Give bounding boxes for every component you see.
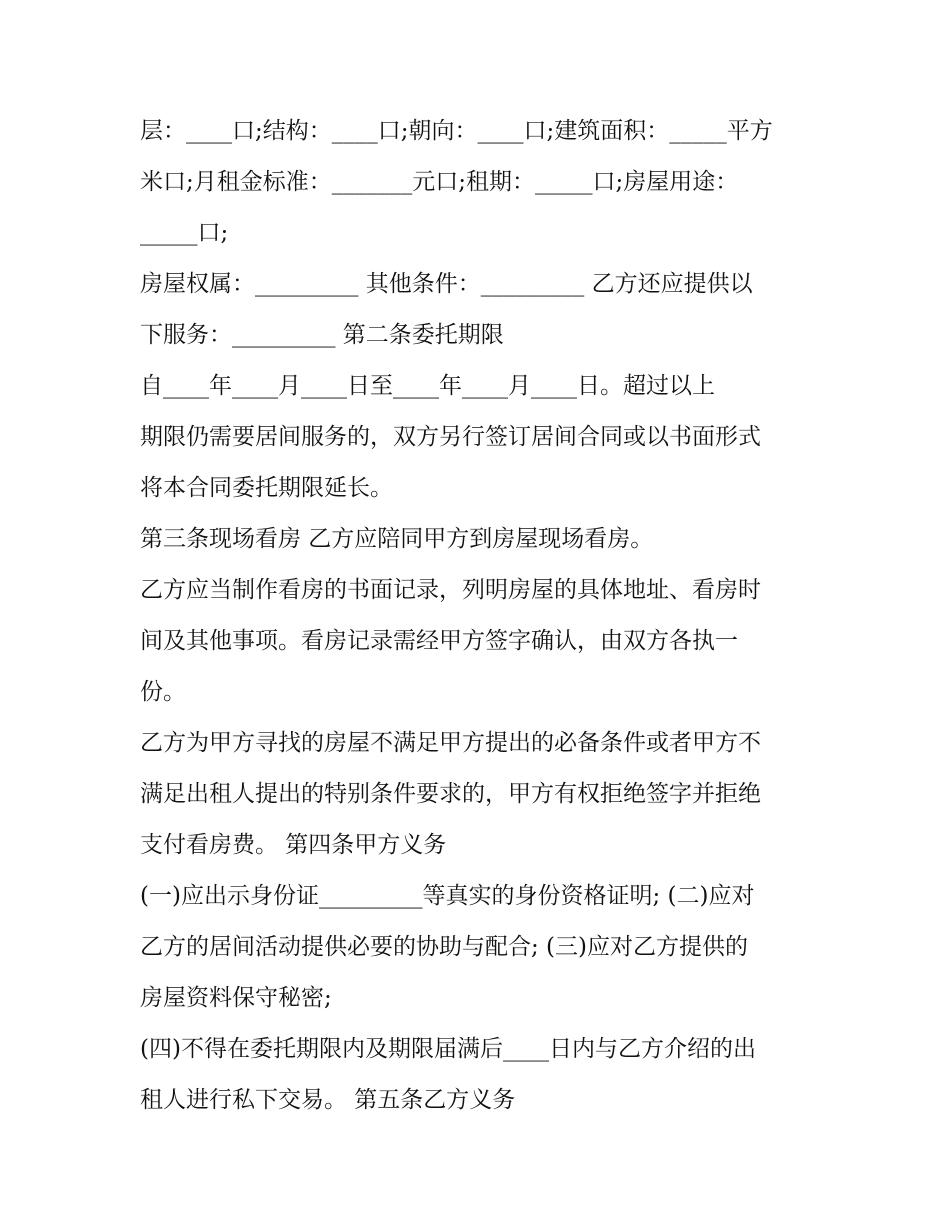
text-line: 乙方应当制作看房的书面记录，列明房屋的具体地址、看房时: [140, 577, 761, 603]
text-line: 米口;月租金标准：_______元口;租期：_____口;房屋用途：: [140, 169, 739, 195]
text-line: 乙方的居间活动提供必要的协助与配合; (三)应对乙方提供的: [140, 934, 749, 960]
document-body: [140, 106, 820, 1126]
text-line: 自____年____月____日至____年____月____日。超过以上: [140, 373, 715, 399]
text-line: 将本合同委托期限延长。: [140, 475, 393, 501]
text-line: 期限仍需要居间服务的，双方另行签订居间合同或以书面形式: [140, 424, 761, 450]
text-line: 下服务：_________ 第二条委托期限: [140, 322, 504, 348]
text-line: 第三条现场看房 乙方应陪同甲方到房屋现场看房。: [140, 526, 654, 552]
text-line: _____口;: [140, 220, 229, 246]
text-line: 租人进行私下交易。 第五条乙方义务: [140, 1087, 516, 1113]
text-line: 房屋资料保守秘密;: [140, 985, 332, 1011]
text-line: (一)应出示身份证_________等真实的身份资格证明; (二)应对: [140, 883, 755, 909]
text-line: 房屋权属：_________ 其他条件：_________ 乙方还应提供以: [140, 271, 753, 297]
text-line: 间及其他事项。看房记录需经甲方签字确认，由双方各执一: [140, 628, 738, 654]
text-line: 层：____口;结构：____口;朝向：____口;建筑面积：_____平方: [140, 118, 773, 144]
text-line: 支付看房费。 第四条甲方义务: [140, 832, 447, 858]
text-line: 份。: [140, 679, 186, 705]
text-line: 满足出租人提出的特别条件要求的，甲方有权拒绝签字并拒绝: [140, 781, 761, 807]
text-line: (四)不得在委托期限内及期限届满后____日内与乙方介绍的出: [140, 1036, 756, 1062]
text-line: 乙方为甲方寻找的房屋不满足甲方提出的必备条件或者甲方不: [140, 730, 761, 756]
